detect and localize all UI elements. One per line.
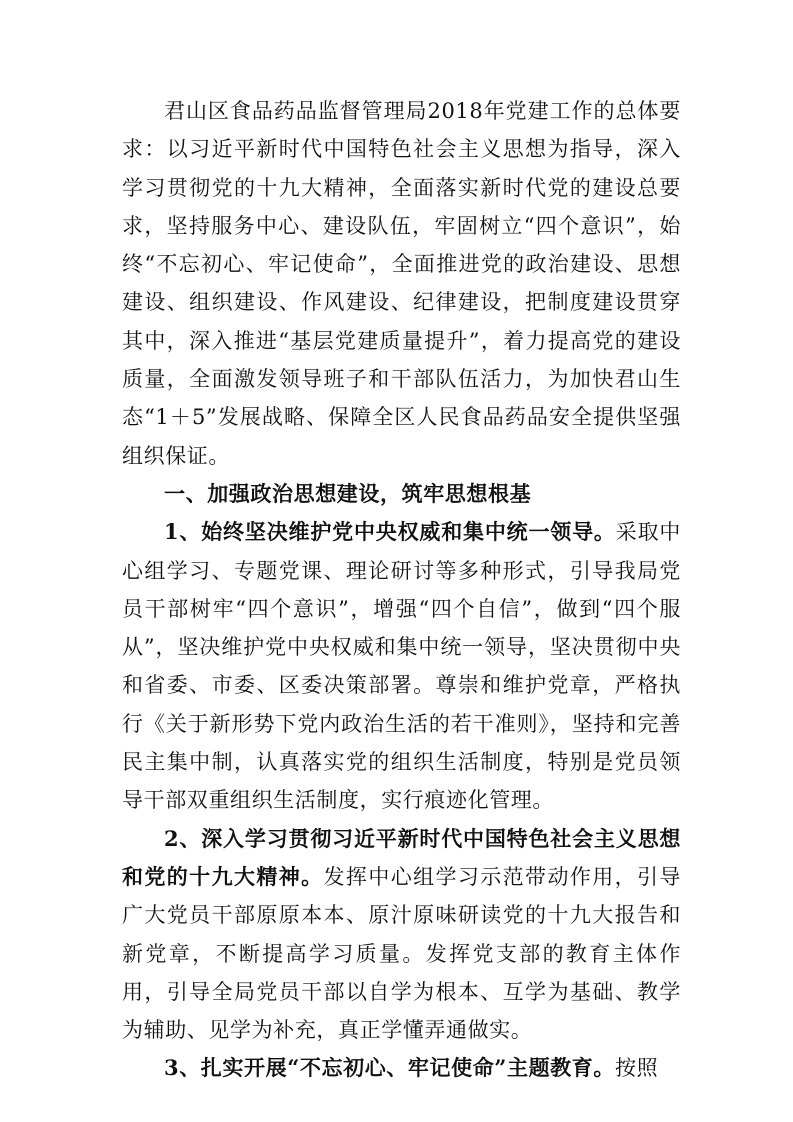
item-2-body: 发挥中心组学习示范带动作用，引导广大党员干部原原本本、原汁原味研读党的十九大报告和新党章，不断提高学习质量。发挥党支部的教育主体作用，引导全局党员干部以自学为根本、互学为基础、教学为辅助、见学为补充，真正学懂弄通做实。	[122, 864, 681, 1043]
section-heading: 一、加强政治思想建设，筑牢思想根基	[164, 481, 532, 506]
item-2-lead: 2、深入学习贯彻习近平新时代中国特色社会主义思想和党的十九大精神。	[122, 825, 681, 889]
item-1-lead: 1、始终坚决维护党中央权威和集中统一领导。	[164, 519, 616, 545]
item-1-paragraph	[122, 513, 681, 819]
item-2-paragraph	[122, 820, 681, 1050]
document-body	[122, 92, 681, 1088]
item-3-lead: 3、扎实开展“不忘初心、牢记使命”主题教育。	[164, 1055, 615, 1081]
item-3-paragraph	[122, 1049, 681, 1087]
item-3-body: 按照	[614, 1056, 659, 1081]
item-1-body: 采取中心组学习、专题党课、理论研讨等多种形式，引导我局党员干部树牢“四个意识”，增强“四个自信”，做到“四个服从”，坚决维护党中央权威和集中统一领导，坚决贯彻中央和省委、市委、区委决策部署。尊崇和维护党章，严格执行《关于新形势下党内政治生活的若干准则》，坚持和完善民主集中制，认真落实党的组织生活制度，特别是党员领导干部双重组织生活制度，实行痕迹化管理。	[122, 520, 681, 813]
intro-paragraph: 君山区食品药品监督管理局2018年党建工作的总体要求：以习近平新时代中国特色社会主义思想为指导，深入学习贯彻党的十九大精神，全面落实新时代党的建设总要求，坚持服务中心、建设队伍，牢固树立“四个意识”，始终“不忘初心、牢记使命”，全面推进党的政治建设、思想建设、组织建设、作风建设、纪律建设，把制度建设贯穿其中，深入推进“基层党建质量提升”，着力提高党的建设质量，全面激发领导班子和干部队伍活力，为加快君山生态“1＋5”发展战略、保障全区人民食品药品安全提供坚强组织保证。	[122, 99, 681, 468]
